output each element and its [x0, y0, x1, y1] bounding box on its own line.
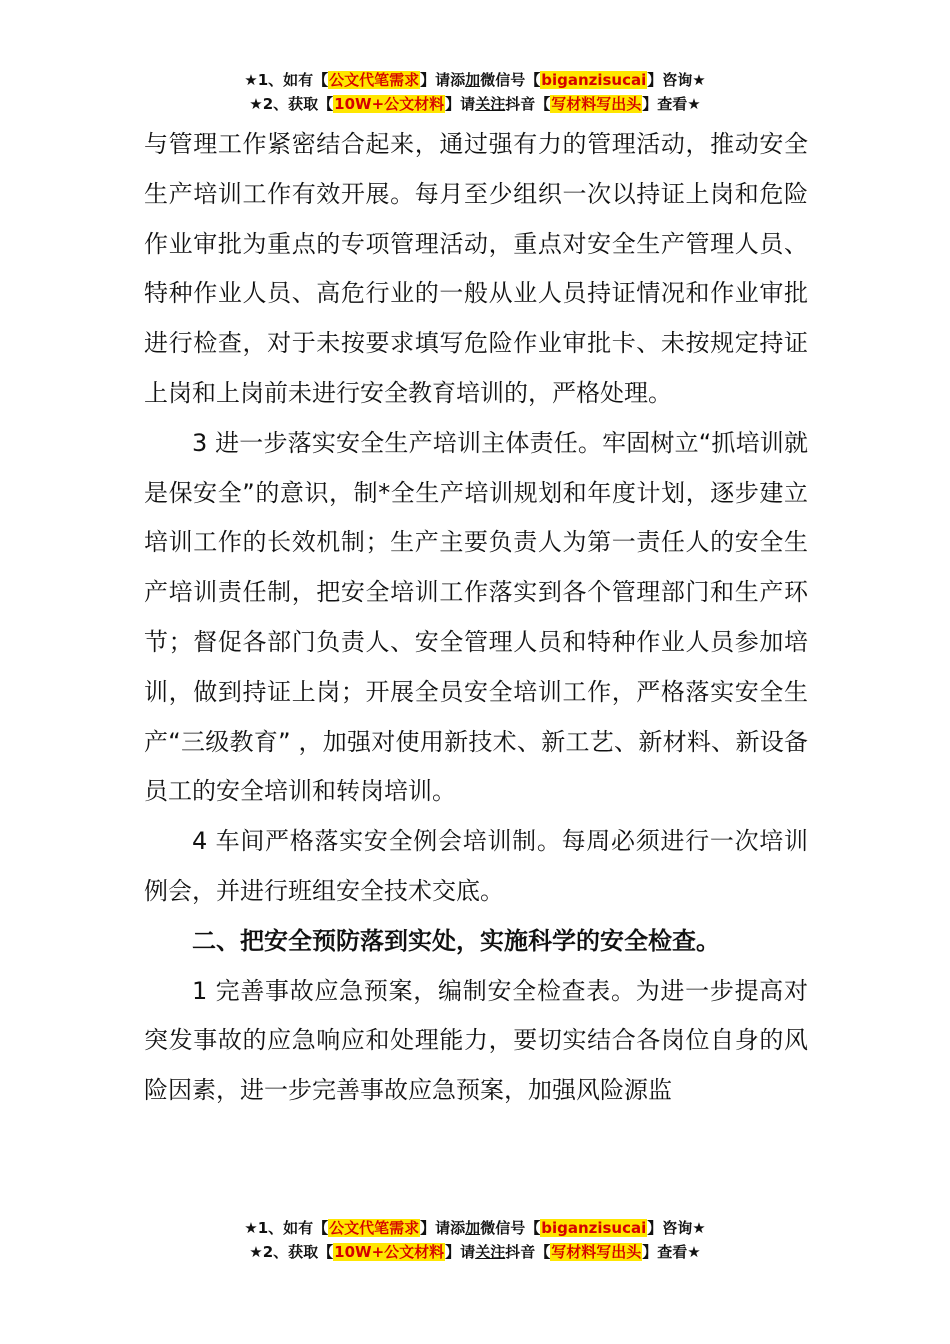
- paragraph: 1 完善事故应急预案，编制安全检查表。为进一步提高对突发事故的应急响应和处理能力，要切实结合各岗位自身的风险因素，进一步完善事故应急预案，加强风险源监: [144, 976, 808, 1105]
- highlight-service: 公文代笔需求: [329, 1219, 420, 1237]
- banner-emphasis: 关注: [475, 1243, 506, 1261]
- star-icon: ★: [249, 1243, 263, 1261]
- star-icon: ★: [692, 1219, 706, 1237]
- banner-text: 微信号【: [480, 71, 541, 89]
- banner-text: 】请: [445, 1243, 476, 1261]
- document-body: [144, 120, 808, 1116]
- paragraph: 4 车间严格落实安全例会培训制。每周必须进行一次培训例会，并进行班组安全技术交底。: [144, 827, 808, 905]
- banner-text: 微信号【: [480, 1219, 541, 1237]
- highlight-wechat-id: biganzisucai: [541, 1219, 647, 1237]
- star-icon: ★: [249, 95, 263, 113]
- paragraph: 3 进一步落实安全生产培训主体责任。牢固树立“抓培训就是保安全”的意识，制*全生产培训规划和年度计划，逐步建立培训工作的长效机制；生产主要负责人为第一责任人的安全生产培训责任制，把安全培训工作落实到各个管理部门和生产环节；督促各部门负责人、安全管理人员和特种作业人员参加培训，做到持证上岗；开展全员安全培训工作，严格落实安全生产“三级教育” ，加强对使用新技术、新工艺、新材料、新设备员工的安全培训和转岗培训。: [144, 428, 808, 806]
- banner-emphasis: 加: [465, 71, 481, 89]
- highlight-materials: 10W+公文材料: [334, 95, 445, 113]
- banner-text: 】请: [445, 95, 476, 113]
- header-banner: [0, 68, 950, 116]
- banner-text: 1、如有【: [257, 71, 329, 89]
- highlight-wechat-id: biganzisucai: [541, 71, 647, 89]
- banner-text: 2、获取【: [262, 1243, 334, 1261]
- banner-line-1: [0, 68, 950, 92]
- banner-emphasis: 关注: [475, 95, 506, 113]
- star-icon: ★: [687, 1243, 701, 1261]
- banner-text: 】咨询: [647, 71, 693, 89]
- banner-text: 】查看: [642, 1243, 688, 1261]
- star-icon: ★: [244, 1219, 258, 1237]
- highlight-service: 公文代笔需求: [329, 71, 420, 89]
- banner-text: 】咨询: [647, 1219, 693, 1237]
- banner-text: 】查看: [642, 95, 688, 113]
- section-heading: 二、把安全预防落到实处，实施科学的安全检查。: [192, 926, 720, 955]
- star-icon: ★: [244, 71, 258, 89]
- banner-line-2: [0, 92, 950, 116]
- star-icon: ★: [687, 95, 701, 113]
- banner-text: 2、获取【: [262, 95, 334, 113]
- banner-line-2: [0, 1240, 950, 1264]
- banner-line-1: [0, 1216, 950, 1240]
- banner-text: 1、如有【: [257, 1219, 329, 1237]
- paragraph: 与管理工作紧密结合起来，通过强有力的管理活动，推动安全生产培训工作有效开展。每月至少组织一次以持证上岗和危险作业审批为重点的专项管理活动，重点对安全生产管理人员、特种作业人员、高危行业的一般从业人员持证情况和作业审批进行检查，对于未按要求填写危险作业审批卡、未按规定持证上岗和上岗前未进行安全教育培训的，严格处理。: [144, 130, 808, 407]
- banner-text: 】请添: [420, 71, 466, 89]
- footer-banner: [0, 1216, 950, 1264]
- highlight-materials: 10W+公文材料: [334, 1243, 445, 1261]
- banner-text: 抖音【: [505, 1243, 551, 1261]
- highlight-douyin: 写材料写出头: [551, 95, 642, 113]
- banner-text: 】请添: [420, 1219, 466, 1237]
- banner-emphasis: 加: [465, 1219, 481, 1237]
- banner-text: 抖音【: [505, 95, 551, 113]
- star-icon: ★: [692, 71, 706, 89]
- highlight-douyin: 写材料写出头: [551, 1243, 642, 1261]
